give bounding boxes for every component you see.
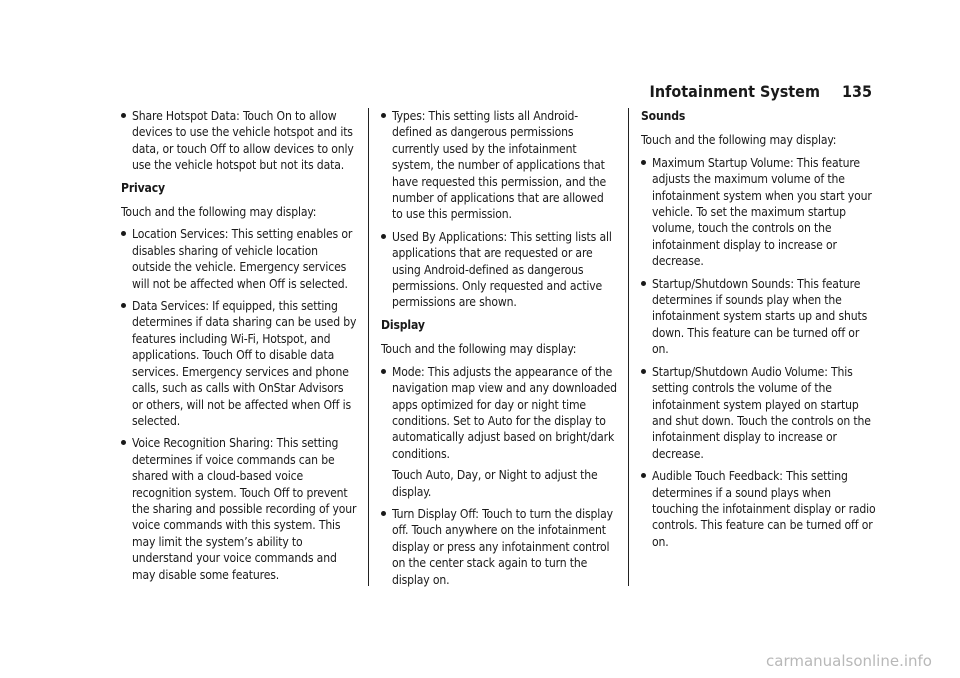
list-item: Used By Applications: This setting lists all applications that are requested or are using Android-defined as dangerous permissions. Only requested and active permissions are shown. xyxy=(381,229,617,311)
list-item: Turn Display Off: Touch to turn the display off. Touch anywhere on the infotainment display or press any infotainment control on the center stack again to turn the display on. xyxy=(381,506,617,588)
display-intro: Touch and the following may display: xyxy=(381,342,577,357)
bullet-icon xyxy=(381,369,386,374)
bullet-list xyxy=(121,226,357,583)
bullet-icon xyxy=(381,113,386,118)
bullet-icon xyxy=(121,113,126,118)
bullet-list xyxy=(641,155,877,550)
section-title: Infotainment System xyxy=(649,82,820,101)
display-heading: Display xyxy=(381,317,425,332)
list-item: Startup/Shutdown Audio Volume: This setting controls the volume of the infotainment system played on startup and shut down. Touch the controls on the infotainment display to increase or decrease. xyxy=(641,364,877,462)
bullet-icon xyxy=(641,160,646,165)
watermark: carmanualsonline.info xyxy=(766,652,932,670)
page-header xyxy=(650,82,872,101)
list-item: Mode: This adjusts the appearance of the navigation map view and any downloaded apps optimized for day or night time conditions. Set to Auto for the display to automatically adjust based on bright/dark conditions. Touch Auto, Day, or Night to adjust the display. xyxy=(381,364,617,500)
page-number: 135 xyxy=(841,82,872,101)
list-item: Location Services: This setting enables or disables sharing of vehicle location outside the vehicle. Emergency services will not be affected when Off is selected. xyxy=(121,226,357,292)
column-divider xyxy=(368,108,369,586)
column-3 xyxy=(641,108,877,556)
bullet-list xyxy=(121,108,357,174)
bullet-icon xyxy=(381,511,386,516)
sounds-intro: Touch and the following may display: xyxy=(641,133,837,148)
list-item: Audible Touch Feedback: This setting determines if a sound plays when touching the infotainment display or radio controls. This feature can be turned off or on. xyxy=(641,468,877,550)
sounds-heading: Sounds xyxy=(641,109,686,123)
list-item: Share Hotspot Data: Touch On to allow devices to use the vehicle hotspot and its data, or touch Off to allow devices to only use the vehicle hotspot but not its data. xyxy=(121,108,357,174)
column-1 xyxy=(121,108,357,589)
bullet-icon xyxy=(121,231,126,236)
list-item: Voice Recognition Sharing: This setting determines if voice commands can be shared with a cloud-based voice recognition system. Touch Off to prevent the sharing and possible recording of your voice commands with this system. This may limit the system’s ability to understand your voice commands and may disable some features. xyxy=(121,435,357,583)
bullet-icon xyxy=(381,234,386,239)
list-item: Startup/Shutdown Sounds: This feature determines if sounds play when the infotainment system starts up and shuts down. This feature can be turned off or on. xyxy=(641,276,877,358)
privacy-heading: Privacy xyxy=(121,180,165,195)
bullet-icon xyxy=(641,281,646,286)
list-item: Data Services: If equipped, this setting determines if data sharing can be used by features including Wi-Fi, Hotspot, and applications. Touch Off to disable data services. Emergency services and phone calls, such as calls with OnStar Advisors or others, will not be affected when Off is selected. xyxy=(121,298,357,429)
list-item: Maximum Startup Volume: This feature adjusts the maximum volume of the infotainment system when you start your vehicle. To set the maximum startup volume, touch the controls on the infotainment display to increase or decrease. xyxy=(641,155,877,270)
privacy-intro: Touch and the following may display: xyxy=(121,205,317,220)
list-item: Types: This setting lists all Android-defined as dangerous permissions currently used by the infotainment system, the number of applications that have requested this permission, and the number of applications that are allowed to use this permission. xyxy=(381,108,617,223)
bullet-list xyxy=(381,364,617,588)
bullet-icon xyxy=(641,369,646,374)
column-2 xyxy=(381,108,617,594)
mode-sub-paragraph: Touch Auto, Day, or Night to adjust the display. xyxy=(392,468,598,499)
bullet-icon xyxy=(641,473,646,478)
bullet-icon xyxy=(121,440,126,445)
bullet-list xyxy=(381,108,617,311)
bullet-icon xyxy=(121,303,126,308)
column-divider xyxy=(628,108,629,586)
